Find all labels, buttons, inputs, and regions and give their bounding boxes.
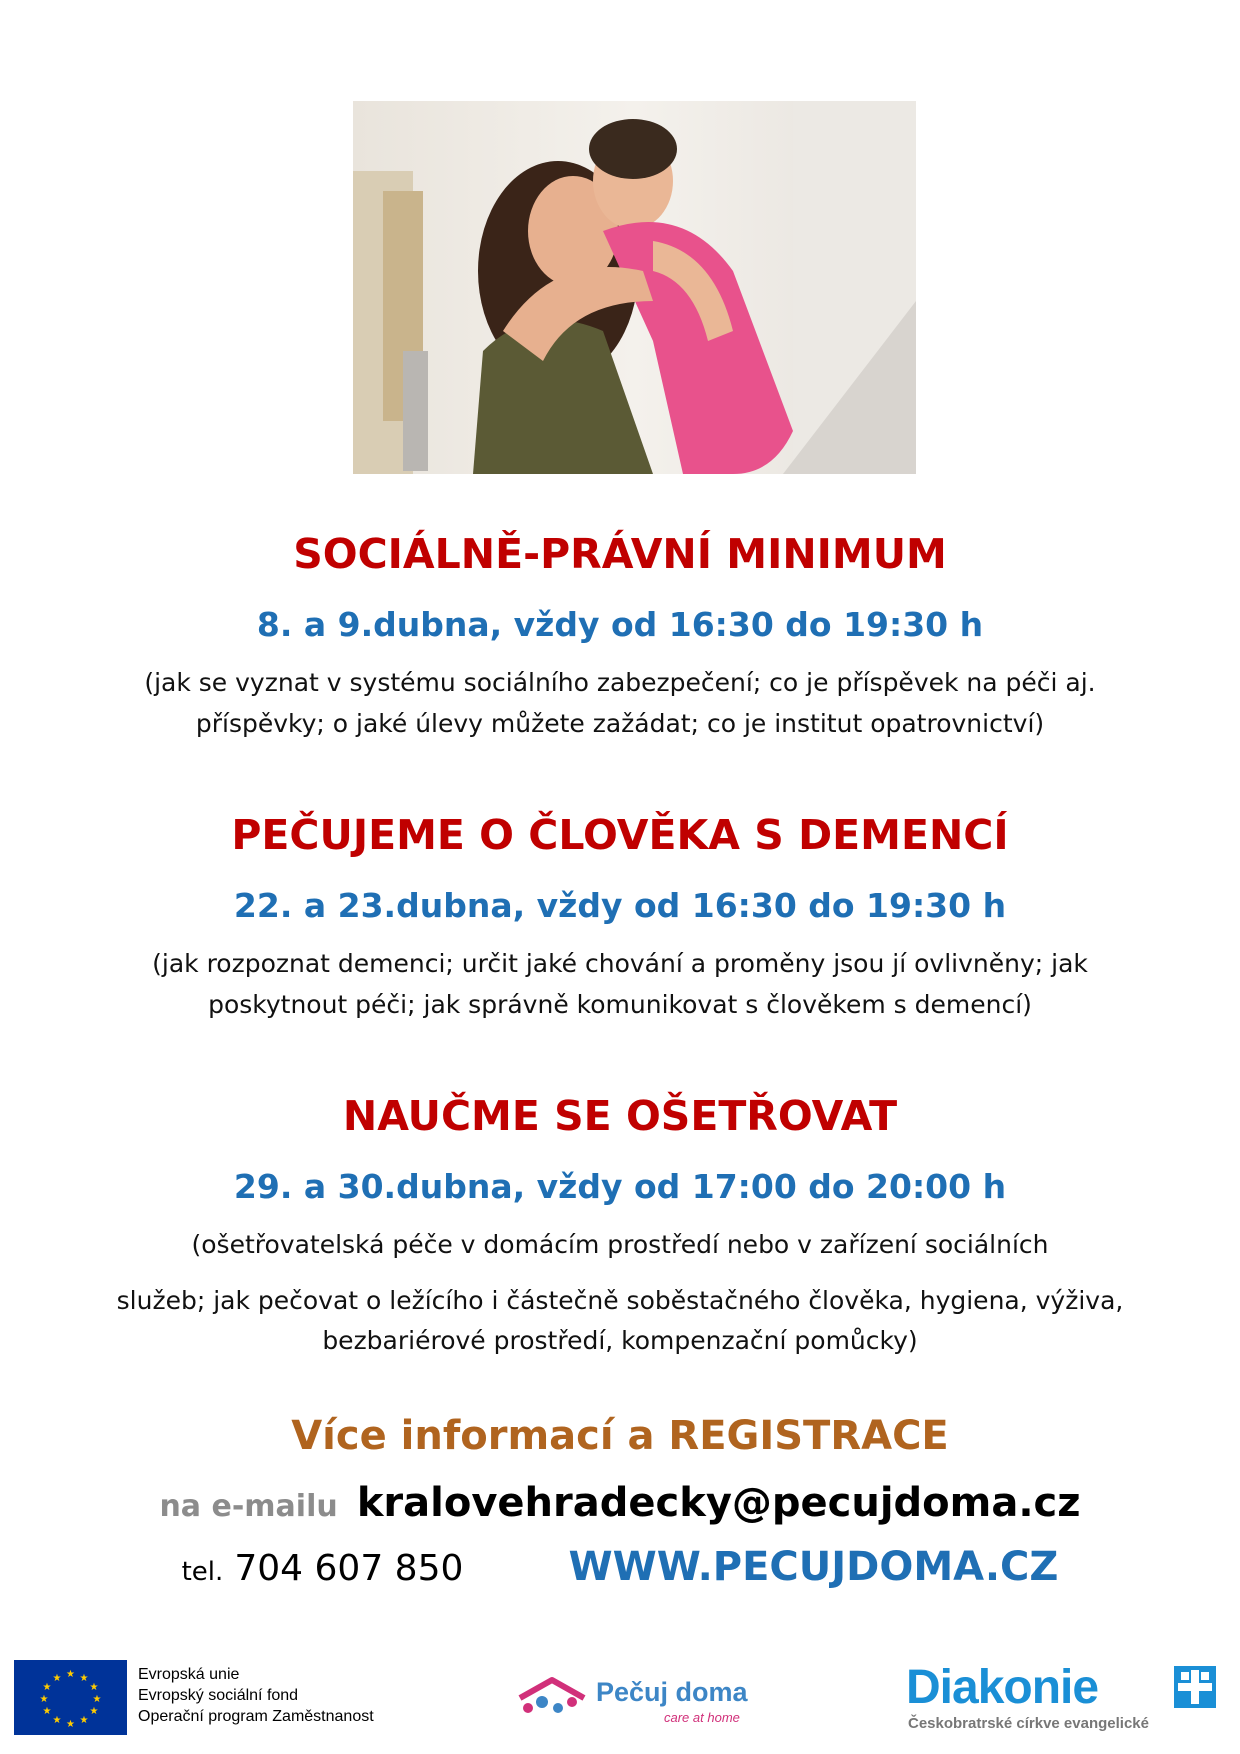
eu-line: Evropský sociální fond <box>138 1687 299 1704</box>
course-desc-wrap-2b <box>0 990 1240 1019</box>
email-line <box>0 1480 1240 1526</box>
hug-photo <box>353 101 916 474</box>
svg-text:★: ★ <box>42 1706 52 1717</box>
course-date: 29. a 30.dubna, vždy od 17:00 do 20:00 h <box>233 1167 1007 1206</box>
course-desc-wrap-3b <box>0 1286 1240 1315</box>
svg-text:★: ★ <box>52 1673 62 1684</box>
course-date-wrap-3 <box>0 1167 1240 1206</box>
pecuj-doma-logo <box>514 1674 754 1734</box>
email-label: na e-mailu <box>159 1489 338 1524</box>
course-desc-line: (ošetřovatelská péče v domácím prostředí nebo v zařízení sociálních <box>191 1230 1049 1259</box>
course-desc-line: poskytnout péči; jak správně komunikovat s člověkem s demencí) <box>208 990 1032 1019</box>
eu-flag-icon <box>14 1660 127 1735</box>
course-title: SOCIÁLNĚ-PRÁVNÍ MINIMUM <box>293 530 947 578</box>
course-section-3 <box>0 1092 1240 1140</box>
svg-text:★: ★ <box>89 1682 99 1693</box>
svg-text:★: ★ <box>92 1694 102 1705</box>
svg-text:★: ★ <box>39 1694 49 1705</box>
registration-heading-wrap <box>0 1413 1240 1459</box>
course-date: 22. a 23.dubna, vždy od 16:30 do 19:30 h <box>233 886 1007 925</box>
footer-logos <box>0 1660 1240 1740</box>
course-date: 8. a 9.dubna, vždy od 16:30 do 19:30 h <box>256 605 984 644</box>
course-date-wrap-1 <box>0 605 1240 644</box>
course-section-2 <box>0 811 1240 859</box>
course-desc-line: bezbariérové prostředí, kompenzační pomůcky) <box>322 1326 918 1355</box>
course-desc-wrap-3 <box>0 1230 1240 1259</box>
contact-line <box>0 1544 1240 1590</box>
photo-illustration <box>353 101 916 474</box>
course-title: PEČUJEME O ČLOVĚKA S DEMENCÍ <box>231 811 1009 859</box>
svg-text:★: ★ <box>89 1706 99 1717</box>
svg-text:★: ★ <box>52 1715 62 1726</box>
course-desc-line: příspěvky; o jaké úlevy můžete zažádat; co je institut opatrovnictví) <box>195 709 1045 738</box>
course-section-1 <box>0 530 1240 578</box>
diakonie-subtitle: Českobratrské církve evangelické <box>908 1715 1149 1732</box>
eu-text <box>138 1664 374 1727</box>
svg-text:★: ★ <box>79 1715 89 1726</box>
eu-line: Operační program Zaměstnanost <box>138 1708 374 1725</box>
svg-text:★: ★ <box>66 1719 75 1730</box>
course-desc-line: (jak rozpoznat demenci; určit jaké chování a proměny jsou jí ovlivněny; jak <box>152 949 1088 978</box>
course-desc-wrap-2 <box>0 949 1240 978</box>
svg-text:★: ★ <box>79 1673 89 1684</box>
course-desc-line: služeb; jak pečovat o ležícího i částečně soběstačného člověka, hygiena, výživa, <box>116 1286 1124 1315</box>
tel-label: tel. <box>181 1557 224 1587</box>
eu-stars <box>14 1660 127 1735</box>
pecuj-tagline: care at home <box>664 1710 740 1725</box>
course-date-wrap-2 <box>0 886 1240 925</box>
course-desc-wrap-1b <box>0 709 1240 738</box>
diakonie-name: Diakonie <box>906 1661 1099 1714</box>
tel-number[interactable]: 704 607 850 <box>234 1548 464 1589</box>
eu-line: Evropská unie <box>138 1666 240 1683</box>
website-link[interactable]: WWW.PECUJDOMA.CZ <box>568 1544 1059 1590</box>
svg-text:★: ★ <box>42 1682 52 1693</box>
email-link[interactable]: kralovehradecky@pecujdoma.cz <box>356 1480 1081 1526</box>
house-logo-icon <box>514 1674 594 1724</box>
registration-title: Více informací a REGISTRACE <box>291 1413 949 1459</box>
course-desc-line: (jak se vyznat v systému sociálního zabezpečení; co je příspěvek na péči aj. <box>144 668 1096 697</box>
svg-text:★: ★ <box>66 1669 75 1680</box>
course-title: NAUČME SE OŠETŘOVAT <box>342 1092 898 1140</box>
pecuj-name: Pečuj doma <box>596 1677 748 1707</box>
diakonie-logo <box>906 1661 1226 1738</box>
course-desc-wrap-1 <box>0 668 1240 697</box>
diakonie-cross-icon <box>1174 1666 1216 1708</box>
course-desc-wrap-3c <box>0 1326 1240 1355</box>
